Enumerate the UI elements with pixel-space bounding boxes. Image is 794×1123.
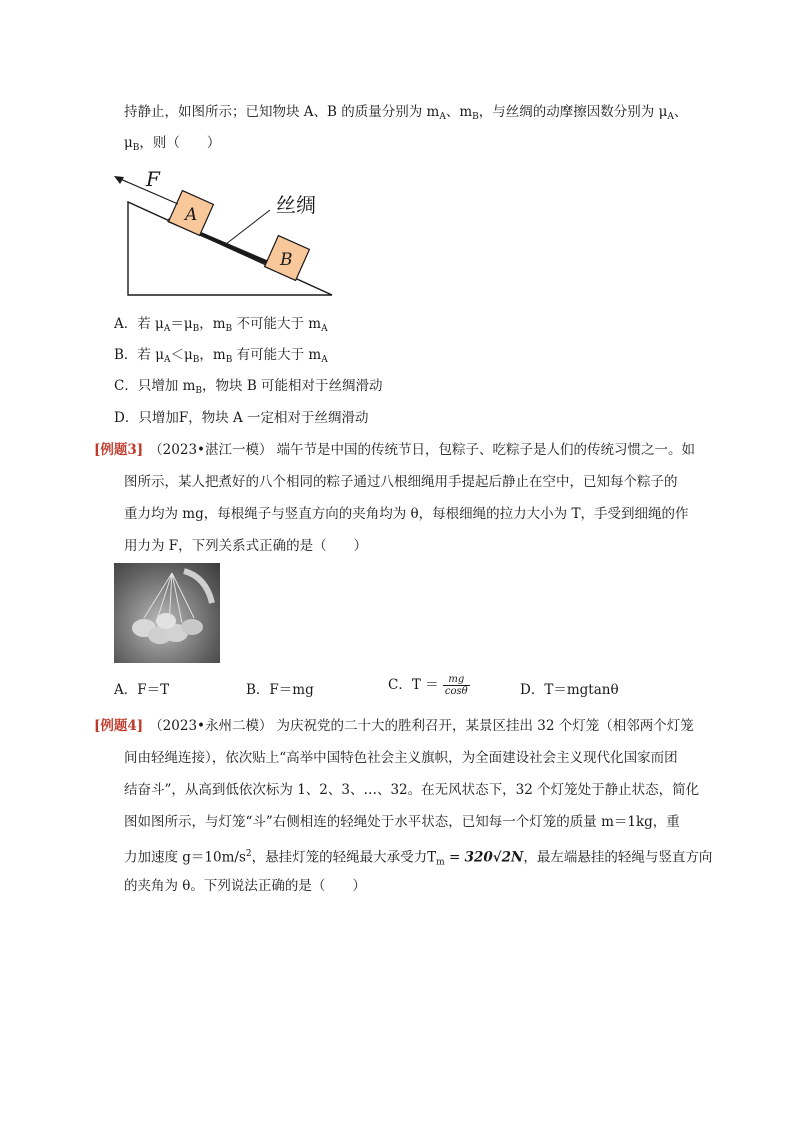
q3-tag: [例题3]: [94, 442, 144, 458]
q4-line-6: 的夹角为 θ。下列说法正确的是（ ）: [124, 878, 366, 894]
q3-option-c: C．T ＝ $\frac{mg}{\cos\theta}$: [388, 674, 468, 697]
q3-line-1: [例题3] （2023•湛江一模） 端午节是中国的传统节日，包粽子、吃粽子是人们的传统习惯之一。如: [94, 442, 695, 458]
option-b: B．若 $\mu_A<\mu_B$，$m_B$ 有可能大于 $m_A$: [114, 347, 328, 365]
q4-line-3: 结奋斗”，从高到低依次标为 1、2、3、…、32。在无风状态下，32 个灯笼处于静止状态，简化: [124, 782, 700, 798]
silk-pointer: [226, 210, 270, 244]
q3-option-b: B．F＝mg: [246, 682, 314, 698]
intro-line-1: 持静止，如图所示；已知物块 A、B 的质量分别为 $m_A$、$m_B$，与丝绸的动摩擦因数分别为 $\mu_A$、: [124, 104, 688, 122]
svg-text:A: A: [185, 205, 198, 225]
q3-option-d: D．T＝mgtanθ: [520, 682, 619, 698]
q4-line-5: 力加速度 $g=10m/s^2$，悬挂灯笼的轻绳最大承受力$T_m = 320√2N$，最左端悬挂的轻绳与竖直方向: [124, 849, 713, 868]
q3-option-a: A．F＝T: [114, 682, 170, 698]
q4-line-2: 间由轻绳连接），依次贴上“高举中国特色社会主义旗帜，为全面建设社会主义现代化国家而团: [124, 750, 678, 766]
svg-text:B: B: [280, 250, 293, 270]
zongzi-photo: [114, 563, 220, 663]
q4-line-4: 图如图所示，与灯笼“斗”右侧相连的轻绳处于水平状态，已知每一个灯笼的质量 m＝1kg，重: [124, 814, 680, 830]
block-b: [265, 236, 310, 281]
option-c: C．只增加 $m_B$，物块 B 可能相对于丝绸滑动: [114, 378, 383, 396]
silk-label: 丝绸: [276, 193, 316, 217]
incline-figure: [110, 160, 340, 300]
q4-line-1: [例题4] （2023•永州二模） 为庆祝党的二十大的胜利召开，某景区挂出 32 个灯笼（相邻两个灯笼: [94, 718, 694, 734]
q3-line-4: 用力为 F，下列关系式正确的是（ ）: [124, 538, 368, 554]
option-d: D．只增加F，物块 A 一定相对于丝绸滑动: [114, 410, 369, 426]
q3-line-2: 图所示，某人把煮好的八个相同的粽子通过八根细绳用手提起后静止在空中，已知每个粽子的: [124, 474, 678, 490]
q3-line-3: 重力均为 mg，每根绳子与竖直方向的夹角均为 θ，每根细绳的拉力大小为 T，手受到细绳的作: [124, 506, 689, 522]
fraction-mg-cos: $\frac{mg}{\cos\theta}$: [444, 674, 468, 697]
force-label: F: [146, 167, 160, 191]
intro-line-2: $\mu_B$，则（ ）: [124, 135, 221, 153]
block-a: [169, 191, 214, 236]
q4-tag: [例题4]: [94, 718, 144, 734]
option-a: A．若 $\mu_A=\mu_B$，$m_B$ 不可能大于 $m_A$: [114, 316, 328, 334]
